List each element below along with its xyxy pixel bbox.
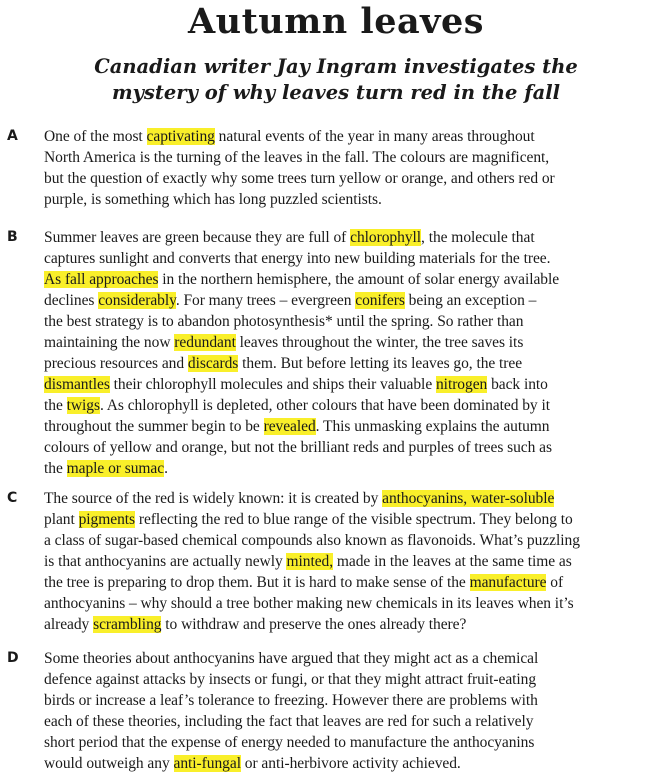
- text-run: maintaining the now: [44, 334, 175, 351]
- text-run: purple, is something which has long puzzled scientists.: [44, 191, 382, 208]
- paragraph-letter: C: [7, 490, 18, 506]
- highlighted-term: discards: [187, 355, 239, 372]
- text-run: short period that the expense of energy needed to manufacture the anthocyanins: [44, 734, 535, 751]
- text-line: [44, 248, 666, 269]
- text-line: [44, 593, 666, 614]
- text-run: a class of sugar-based chemical compounds also known as flavonoids. What’s puzzling: [44, 532, 580, 549]
- text-line: [44, 669, 666, 690]
- text-run: would outweigh any: [44, 755, 174, 772]
- text-run: . As chlorophyll is depleted, other colours that have been dominated by it: [99, 397, 550, 414]
- text-line: [44, 488, 666, 509]
- text-run: in the northern hemisphere, the amount of solar energy available: [158, 271, 560, 288]
- highlighted-term: pigments: [78, 511, 136, 528]
- highlighted-term: twigs: [66, 397, 100, 414]
- text-line: [44, 458, 666, 479]
- text-line: [44, 437, 666, 458]
- paragraph-letter: A: [7, 128, 18, 144]
- text-run: The source of the red is widely known: it is created by: [44, 490, 383, 507]
- text-run: throughout the summer begin to be: [44, 418, 264, 435]
- text-line: [44, 530, 666, 551]
- text-run: defence against attacks by insects or fungi, or that they might attract fruit-eating: [44, 671, 537, 688]
- highlighted-term: As fall approaches: [44, 271, 159, 288]
- page-title: Autumn leaves: [188, 1, 484, 42]
- subtitle-line-2: mystery of why leaves turn red in the fall: [111, 81, 561, 104]
- text-run: natural events of the year in many areas throughout: [214, 128, 535, 145]
- text-run: already: [44, 616, 94, 633]
- text-run: the best strategy is to abandon photosynthesis* until the spring. So rather than: [44, 313, 524, 330]
- text-run: the tree is preparing to drop them. But it is hard to make sense of the: [44, 574, 470, 591]
- text-run: captures sunlight and converts that energy into new building materials for the tree.: [44, 250, 551, 267]
- text-run: plant: [44, 511, 79, 528]
- highlighted-term: revealed: [263, 418, 316, 435]
- highlighted-term: nitrogen: [435, 376, 488, 393]
- highlighted-term: anti-fungal: [173, 755, 241, 772]
- text-line: [44, 374, 666, 395]
- text-line: [44, 126, 666, 147]
- text-run: of: [546, 574, 564, 591]
- text-run: or anti-herbivore activity achieved.: [240, 755, 461, 772]
- text-run: to withdraw and preserve the ones already there?: [161, 616, 467, 633]
- paragraph-text: [44, 227, 666, 479]
- text-line: [44, 168, 666, 189]
- text-run: declines: [44, 292, 99, 309]
- text-run: reflecting the red to blue range of the visible spectrum. They belong to: [135, 511, 573, 528]
- text-line: [44, 732, 666, 753]
- text-line: [44, 416, 666, 437]
- text-run: North America is the turning of the leaves in the fall. The colours are magnificent,: [44, 149, 550, 166]
- highlighted-term: dismantles: [44, 376, 110, 393]
- highlighted-term: chlorophyll: [350, 229, 422, 246]
- paragraph-text: [44, 648, 666, 774]
- text-line: [44, 395, 666, 416]
- text-run: birds or increase a leaf’s tolerance to freezing. However there are problems with: [44, 692, 538, 709]
- text-run: but the question of exactly why some trees turn yellow or orange, and others red or: [44, 170, 555, 187]
- text-run: being an exception –: [404, 292, 537, 309]
- text-line: [44, 690, 666, 711]
- text-line: [44, 332, 666, 353]
- text-line: [44, 711, 666, 732]
- text-line: [44, 147, 666, 168]
- paragraph-text: [44, 126, 666, 210]
- text-line: [44, 753, 666, 774]
- paragraph-text: [44, 488, 666, 635]
- text-run: . This unmasking explains the autumn: [315, 418, 550, 435]
- text-line: [44, 614, 666, 635]
- text-run: the: [44, 460, 67, 477]
- text-run: .: [164, 460, 168, 477]
- text-line: [44, 551, 666, 572]
- text-line: [44, 353, 666, 374]
- highlighted-term: conifers: [355, 292, 405, 309]
- text-run: the: [44, 397, 67, 414]
- text-line: [44, 227, 666, 248]
- paragraph-letter: D: [7, 650, 19, 666]
- highlighted-term: maple or sumac: [66, 460, 165, 477]
- text-run: anthocyanins – why should a tree bother making new chemicals in its leaves when it’s: [44, 595, 574, 612]
- highlighted-term: considerably: [98, 292, 176, 309]
- highlighted-term: anthocyanins, water-soluble: [382, 490, 555, 507]
- subtitle-line-1: Canadian writer Jay Ingram investigates the: [94, 55, 578, 78]
- text-run: them. But before letting its leaves go, the tree: [238, 355, 523, 372]
- highlighted-term: scrambling: [93, 616, 162, 633]
- text-line: [44, 648, 666, 669]
- text-run: Some theories about anthocyanins have argued that they might act as a chemical: [44, 650, 539, 667]
- text-run: each of these theories, including the fact that leaves are red for such a relatively: [44, 713, 534, 730]
- highlighted-term: manufacture: [469, 574, 547, 591]
- text-run: One of the most: [44, 128, 147, 145]
- text-run: their chlorophyll molecules and ships their valuable: [109, 376, 436, 393]
- text-run: back into: [487, 376, 548, 393]
- highlighted-term: minted,: [286, 553, 334, 570]
- text-run: , the molecule that: [421, 229, 535, 246]
- text-run: precious resources and: [44, 355, 188, 372]
- text-run: is that anthocyanins are actually newly: [44, 553, 287, 570]
- text-line: [44, 311, 666, 332]
- text-line: [44, 290, 666, 311]
- text-run: leaves throughout the winter, the tree saves its: [235, 334, 524, 351]
- paragraph-letter: B: [7, 229, 18, 245]
- text-run: . For many trees – evergreen: [175, 292, 356, 309]
- text-run: made in the leaves at the same time as: [333, 553, 572, 570]
- subtitle: [0, 54, 672, 106]
- text-run: colours of yellow and orange, but not the brilliant reds and purples of trees such as: [44, 439, 552, 456]
- highlighted-term: captivating: [146, 128, 215, 145]
- text-run: Summer leaves are green because they are full of: [44, 229, 351, 246]
- text-line: [44, 269, 666, 290]
- highlighted-term: redundant: [174, 334, 236, 351]
- text-line: [44, 509, 666, 530]
- text-line: [44, 189, 666, 210]
- text-line: [44, 572, 666, 593]
